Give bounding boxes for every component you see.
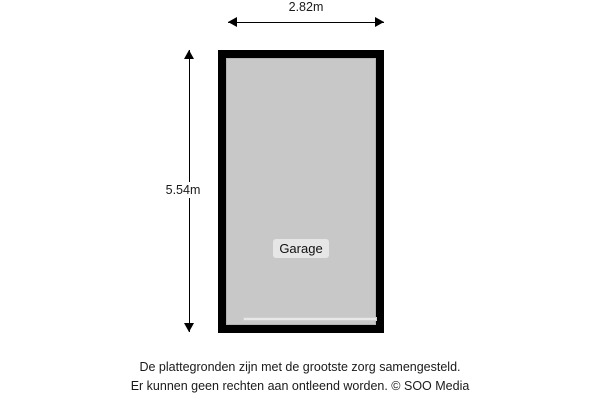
disclaimer-line-1: De plattegronden zijn met de grootste zorg samengesteld. xyxy=(139,360,461,374)
disclaimer-line-2: Er kunnen geen rechten aan ontleend worden. © SOO Media xyxy=(130,379,470,393)
width-dimension-label: 2.82m xyxy=(228,0,384,14)
width-dimension xyxy=(228,0,384,36)
height-dimension-label: 5.54m xyxy=(133,182,233,198)
garage-outline xyxy=(218,50,384,333)
width-dimension-line xyxy=(228,22,384,23)
height-arrow-top-icon xyxy=(184,50,194,59)
room-label xyxy=(227,241,375,256)
height-dimension xyxy=(165,50,203,332)
width-arrow-right-icon xyxy=(375,17,384,27)
width-arrow-left-icon xyxy=(228,17,237,27)
garage-door-opening xyxy=(243,317,377,321)
height-arrow-bottom-icon xyxy=(184,323,194,332)
garage-floor-area xyxy=(226,58,376,325)
room-label-text: Garage xyxy=(273,239,328,258)
disclaimer xyxy=(0,358,600,396)
